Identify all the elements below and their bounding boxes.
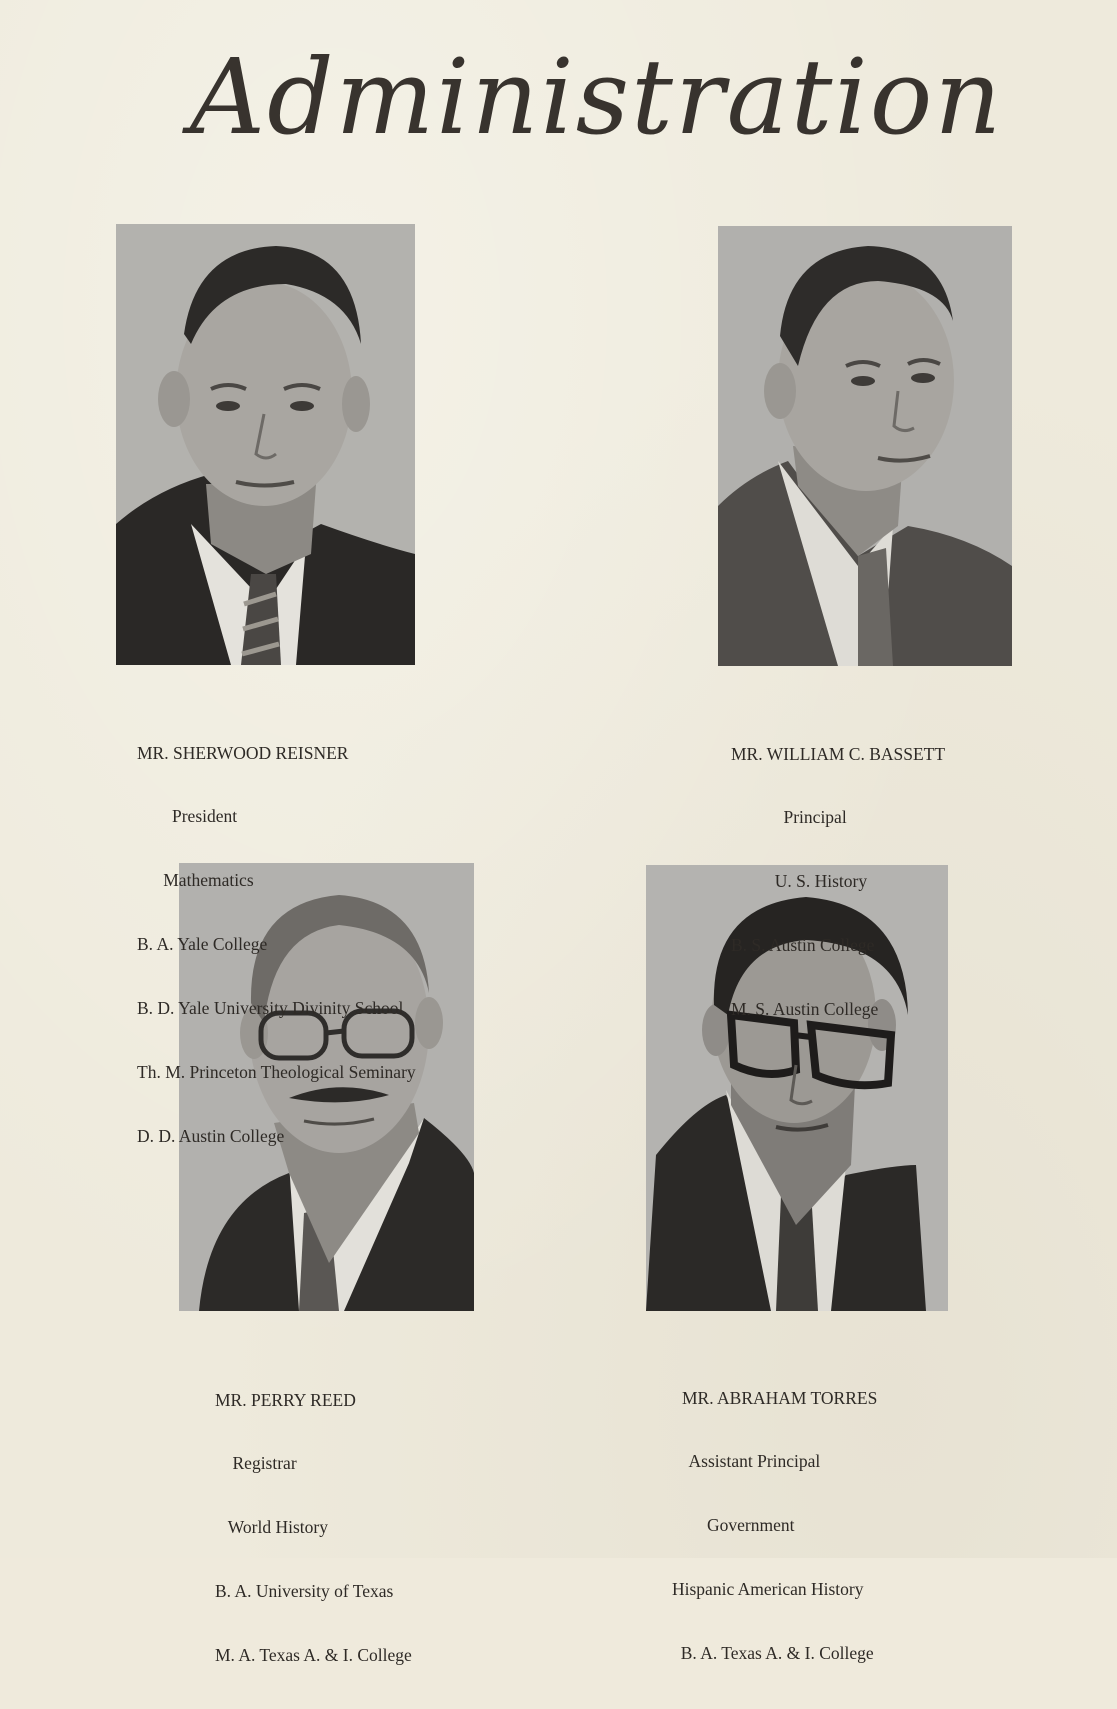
person-title: Assistant Principal bbox=[672, 1451, 821, 1472]
person-degree: B. D. Yale University Divinity School bbox=[137, 998, 404, 1019]
person-degree: B. S. Austin College bbox=[731, 935, 875, 956]
portrait-photo-reisner bbox=[116, 224, 415, 665]
person-degree: B. A. Yale College bbox=[137, 934, 268, 955]
person-name: MR. WILLIAM C. BASSETT bbox=[731, 743, 946, 764]
person-title: Registrar bbox=[215, 1453, 297, 1474]
person-degree: B. A. Texas A. & I. College bbox=[672, 1643, 874, 1664]
caption-reisner bbox=[137, 700, 416, 1190]
person-degree: M. S. Austin College bbox=[731, 999, 879, 1020]
person-subject: World History bbox=[215, 1517, 328, 1538]
caption-bassett bbox=[731, 701, 945, 1063]
person-degree: M. A. Texas A. & I. College bbox=[215, 1645, 412, 1666]
person-subject: U. S. History bbox=[731, 871, 868, 892]
person-name: MR. ABRAHAM TORRES bbox=[682, 1387, 878, 1408]
person-name: MR. SHERWOOD REISNER bbox=[137, 742, 349, 763]
portrait-photo-bassett bbox=[718, 226, 1012, 666]
person-degree: D. D. Austin College bbox=[137, 1125, 285, 1146]
person-subject: Government bbox=[672, 1515, 795, 1536]
person-name: MR. PERRY REED bbox=[215, 1389, 356, 1410]
person-title: Principal bbox=[731, 807, 847, 828]
person-subject: Mathematics bbox=[137, 870, 254, 891]
person-degree: B. A. University of Texas bbox=[215, 1581, 394, 1602]
caption-torres bbox=[672, 1345, 877, 1707]
person-title: President bbox=[137, 806, 238, 827]
person-subject: Hispanic American History bbox=[672, 1579, 864, 1600]
person-degree: Th. M. Princeton Theological Seminary bbox=[137, 1062, 416, 1083]
caption-reed bbox=[215, 1347, 412, 1709]
page-title: Administration bbox=[190, 36, 1004, 158]
